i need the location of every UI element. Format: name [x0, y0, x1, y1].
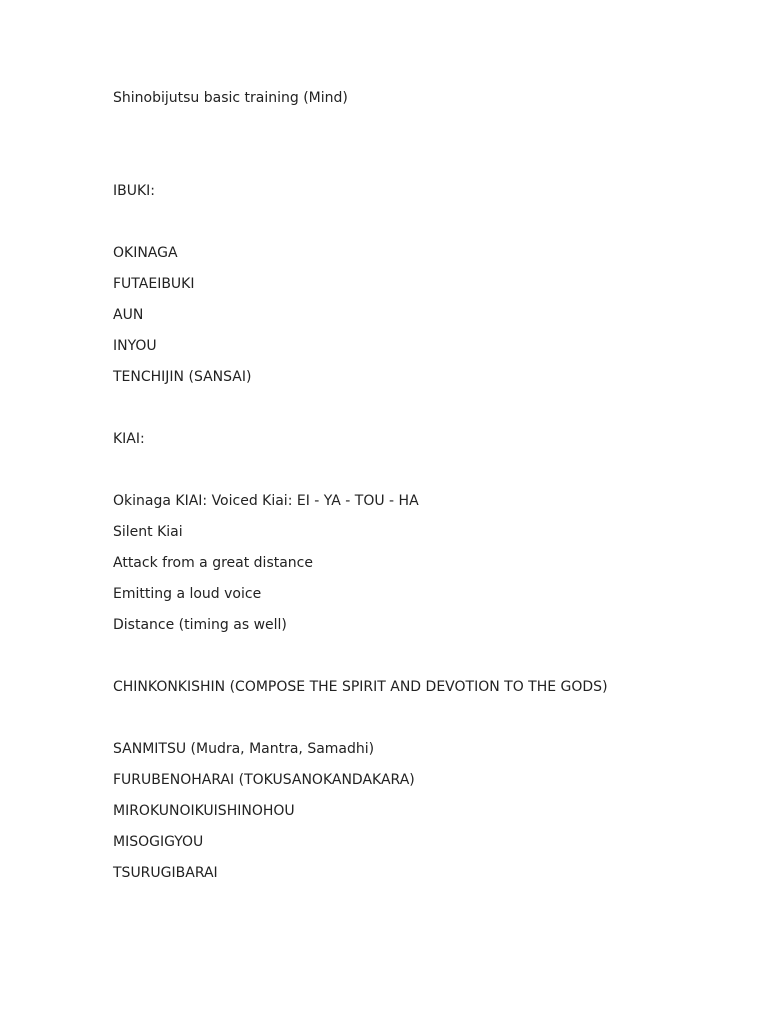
- document-title: Shinobijutsu basic training (Mind): [113, 90, 348, 106]
- list-item: Attack from a great distance: [113, 555, 313, 571]
- list-item: AUN: [113, 307, 144, 323]
- list-item: MISOGIGYOU: [113, 834, 204, 850]
- list-item: OKINAGA: [113, 245, 178, 261]
- section-heading-kiai: KIAI:: [113, 431, 145, 447]
- list-item: MIROKUNOIKUISHINOHOU: [113, 803, 295, 819]
- list-item: Okinaga KIAI: Voiced Kiai: EI - YA - TOU - HA: [113, 493, 419, 509]
- section-heading-ibuki: IBUKI:: [113, 183, 156, 199]
- list-item: Distance (timing as well): [113, 617, 287, 633]
- list-item: SANMITSU (Mudra, Mantra, Samadhi): [113, 741, 375, 757]
- list-item: FURUBENOHARAI (TOKUSANOKANDAKARA): [113, 772, 415, 788]
- list-item: TSURUGIBARAI: [113, 865, 218, 881]
- section-heading-chinkonkishin: CHINKONKISHIN (COMPOSE THE SPIRIT AND DEVOTION TO THE GODS): [113, 679, 608, 695]
- list-item: Emitting a loud voice: [113, 586, 262, 602]
- list-item: FUTAEIBUKI: [113, 276, 195, 292]
- list-item: TENCHIJIN (SANSAI): [113, 369, 252, 385]
- list-item: Silent Kiai: [113, 524, 183, 540]
- list-item: INYOU: [113, 338, 157, 354]
